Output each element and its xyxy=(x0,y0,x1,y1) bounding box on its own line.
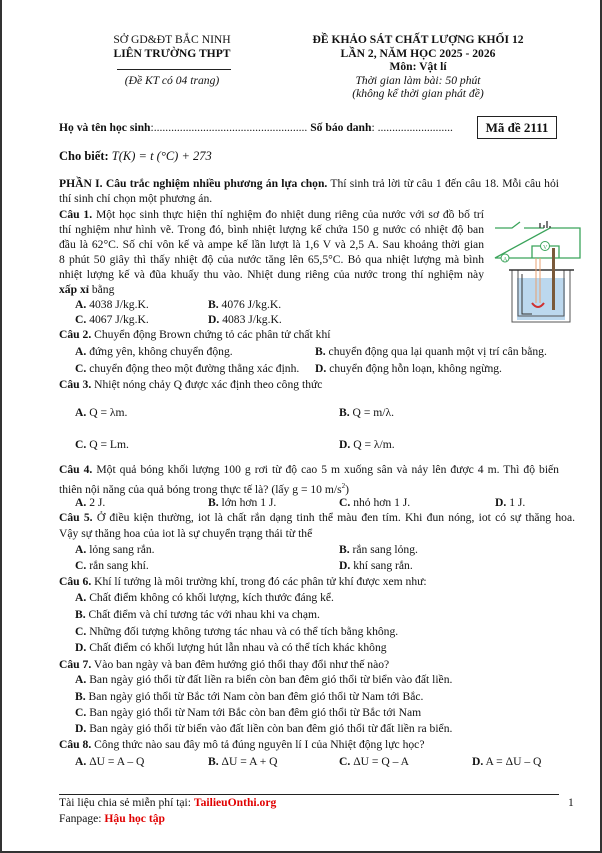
q1-label: Câu 1. xyxy=(59,208,93,221)
q6-option-b[interactable]: B. Chất điểm và chỉ tương tác với nhau khi va chạm. xyxy=(75,608,320,621)
exam-code-box: Mã đề 2111 xyxy=(477,116,557,139)
q1-option-c[interactable]: C. 4067 J/kg.K. xyxy=(75,313,149,326)
q6-option-a[interactable]: A. Chất điểm không có khối lượng, kích thước đáng kể. xyxy=(75,591,334,604)
q6-option-c[interactable]: C. Những đối tượng không tương tác nhau và có thể tích bằng không. xyxy=(75,625,399,638)
q5-stem-2: Vậy sự thăng hoa của iot là sự chuyển trạng thái từ thể xyxy=(59,527,313,540)
calorimeter-circuit-diagram xyxy=(492,218,584,326)
q8-option-d[interactable]: D. A = ΔU – Q xyxy=(472,755,542,768)
q8-option-b[interactable]: B. ΔU = A + Q xyxy=(208,755,278,768)
id-field[interactable]: : .......................... xyxy=(371,121,453,134)
page-number: 1 xyxy=(568,796,574,809)
q5-option-d[interactable]: D. khí sang rắn. xyxy=(339,559,413,572)
thermometer-icon xyxy=(552,248,555,310)
circuit-wires xyxy=(495,221,580,258)
q3-option-c[interactable]: C. Q = Lm. xyxy=(75,438,129,451)
student-info xyxy=(59,121,453,135)
q7-option-c[interactable]: C. Ban ngày gió thổi từ Nam tới Bắc còn ban đêm gió thổi từ Bắc tới Nam xyxy=(75,706,422,719)
q1-option-b[interactable]: B. 4076 J/kg.K. xyxy=(208,298,282,311)
q8-option-a[interactable]: A. ΔU = A – Q xyxy=(75,755,145,768)
school-name: LIÊN TRƯỜNG THPT xyxy=(113,47,231,60)
q1-line-2: thí nghiệm như hình vẽ. Trong đó, bình nhiệt lượng kế chứa 150 g nước có nhiệt độ ban xyxy=(59,223,484,236)
dept-name: SỞ GD&ĐT BẮC NINH xyxy=(113,33,231,46)
q1-line-1 xyxy=(59,208,484,222)
svg-text:V: V xyxy=(543,245,548,251)
part1-instructions-2: thí sinh chỉ chọn một phương án. xyxy=(59,192,213,205)
fanpage-link[interactable]: Hậu học tập xyxy=(104,812,165,825)
q1-text: Một học sinh thực hiện thí nghiệm đo nhiệt dung riêng của nước với sơ đồ bố trí xyxy=(95,208,484,221)
footer-divider xyxy=(59,794,559,795)
q5-option-c[interactable]: C. rắn sang khí. xyxy=(75,559,149,572)
q3-option-d-formula: Q = λ/m. xyxy=(353,438,395,451)
q7-option-a[interactable]: A. Ban ngày gió thổi từ đất liền ra biển còn ban đêm gió thổi từ biển vào đất liền. xyxy=(75,673,453,686)
q7-option-d[interactable]: D. Ban ngày gió thổi từ biển vào đất liền còn ban đêm gió thổi từ đất liền ra biển. xyxy=(75,722,453,735)
name-label: Họ và tên học sinh xyxy=(59,121,151,134)
q2-stem: Câu 2. Chuyển động Brown chứng tỏ các phân tử chất khí xyxy=(59,328,331,341)
q5-option-b[interactable]: B. rắn sang lỏng. xyxy=(339,543,418,556)
given-value: T(K) = t (°C) + 273 xyxy=(111,149,212,163)
footer-fanpage: Fanpage: Hậu học tập xyxy=(59,812,165,825)
q8-stem: Câu 8. Công thức nào sau đây mô tả đúng nguyên lí I của Nhiệt động lực học? xyxy=(59,738,425,751)
q3-option-b-formula: Q = m/λ. xyxy=(352,406,395,419)
q6-option-d[interactable]: D. Chất điểm có khối lượng hút lẫn nhau và có thể tích khác không xyxy=(75,641,387,654)
exam-time: Thời gian làm bài: 50 phút xyxy=(355,74,481,87)
exam-title: ĐỀ KHẢO SÁT CHẤT LƯỢNG KHỐI 12 xyxy=(312,33,524,46)
q2-option-b[interactable]: B. chuyển động qua lại quanh một vị trí cân bằng. xyxy=(315,345,547,358)
q5-stem: Câu 5. Ở điều kiện thường, iot là chất rắn dạng tinh thể màu đen tím. Khi đun nóng, iot có sự thăng hoa. xyxy=(59,511,575,524)
q3-option-b[interactable]: B. Q = m/λ. xyxy=(339,406,395,419)
q6-stem: Câu 6. Khí lí tưởng là môi trường khí, trong đó các phân tử khí được xem như: xyxy=(59,575,427,588)
name-field[interactable]: :..................................................... xyxy=(150,121,308,134)
q2-option-a[interactable]: A. đứng yên, không chuyển động. xyxy=(75,345,233,358)
id-label: Số báo danh xyxy=(310,121,372,134)
q4-option-b[interactable]: B. lớn hơn 1 J. xyxy=(208,496,277,509)
header-divider xyxy=(117,69,231,70)
given-formula xyxy=(59,149,212,163)
q8-option-c[interactable]: C. ΔU = Q – A xyxy=(339,755,410,768)
footer-share: Tài liệu chia sẻ miễn phí tại: TailieuOnthi.org xyxy=(59,796,277,809)
q5-option-a[interactable]: A. lỏng sang rắn. xyxy=(75,543,155,556)
q1-line-6 xyxy=(59,283,114,297)
svg-text:A: A xyxy=(503,257,508,263)
q3-stem: Câu 3. Nhiệt nóng chảy Q được xác định theo công thức xyxy=(59,378,323,391)
pages-note: (Đề KT có 04 trang) xyxy=(124,74,220,87)
q1-line-3: đầu là 62°C. Số chỉ vôn kế và ampe kế lần lượt là 1,6 V và 2,5 A. Sau khoảng thời gian xyxy=(59,238,484,251)
part1-instructions: Thí sinh trả lời từ câu 1 đến câu 18. Mỗi câu hỏi xyxy=(330,177,559,190)
q2-option-c[interactable]: C. chuyển động theo một đường thẳng xác định. xyxy=(75,362,300,375)
q4-stem-2: thiên nội năng của quả bóng trong thực tế là? (lấy g = 10 $m/s^2$) xyxy=(59,482,350,496)
q4-option-c[interactable]: C. nhỏ hơn 1 J. xyxy=(339,496,411,509)
q1-option-a[interactable]: A. 4038 J/kg.K. xyxy=(75,298,149,311)
q7-option-b[interactable]: B. Ban ngày gió thổi từ Bắc tới Nam còn ban đêm gió thổi từ Nam tới Bắc. xyxy=(75,690,424,703)
q1-option-d[interactable]: D. 4083 J/kg.K. xyxy=(208,313,282,326)
part1-heading xyxy=(59,177,559,191)
q1-bold: xấp xỉ xyxy=(59,283,89,296)
subject: Môn: Vật lí xyxy=(389,60,447,73)
q2-option-d[interactable]: D. chuyển động hỗn loạn, không ngừng. xyxy=(315,362,502,375)
q4-option-a[interactable]: A. 2 J. xyxy=(75,496,106,509)
q3-option-a[interactable]: A. Q = λm. xyxy=(75,406,128,419)
q7-stem: Câu 7. Vào ban ngày và ban đêm hướng gió thổi thay đổi như thế nào? xyxy=(59,658,390,671)
exam-round: LẦN 2, NĂM HỌC 2025 - 2026 xyxy=(340,47,496,60)
q1-end: bằng xyxy=(88,283,115,296)
site-link[interactable]: TailieuOnthi.org xyxy=(193,796,277,809)
given-label: Cho biết: xyxy=(59,149,109,163)
q3-option-d[interactable]: D. Q = λ/m. xyxy=(339,438,395,451)
part1-title: PHẦN I. Câu trắc nghiệm nhiều phương án lựa chọn. xyxy=(59,177,328,190)
q4-stem: Câu 4. Một quả bóng khối lượng 100 g rơi từ độ cao 5 m xuống sân và nảy lên được 4 m. Thì độ biến xyxy=(59,463,559,476)
q4-option-d[interactable]: D. 1 J. xyxy=(495,496,526,509)
q1-line-4: 8 phút 50 giây thì thấy nhiệt độ của nước tăng lên 65,5°C. Bỏ qua nhiệt lượng mà bình xyxy=(59,253,484,266)
exam-time-note: (không kể thời gian phát đề) xyxy=(352,87,484,100)
q1-line-5: nhiệt lượng kế và đũa khuấy thu vào. Nhiệt dung riêng của nước trong thí nghiệm này xyxy=(59,268,484,281)
